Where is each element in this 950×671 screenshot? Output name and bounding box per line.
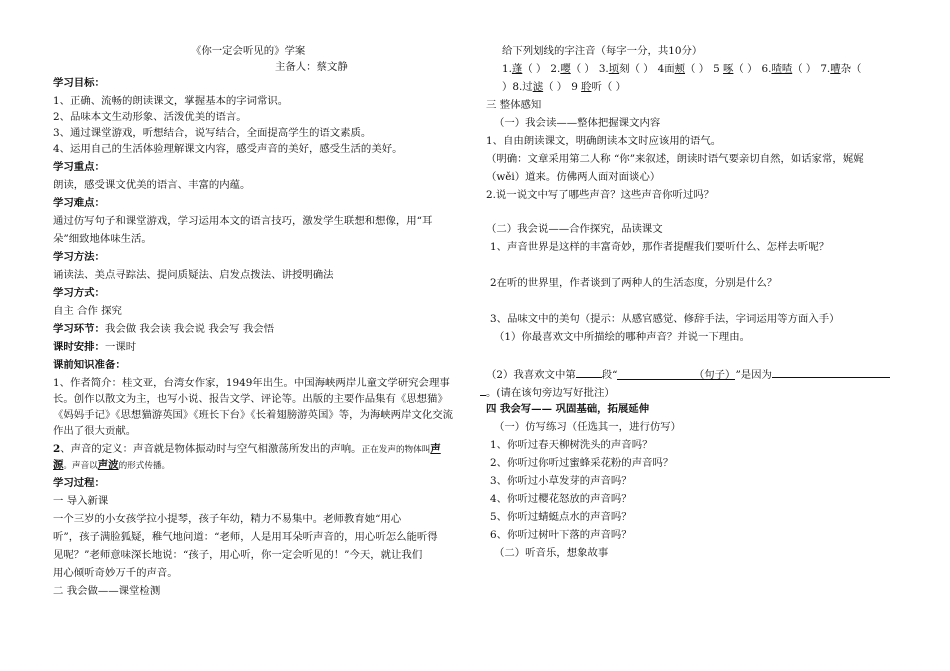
prep-text: 作出了很大贡献。: [53, 425, 137, 437]
mode-text: 自主 合作 探究: [53, 305, 122, 317]
write-item: 6、你听过树叶下落的声音吗？: [490, 529, 632, 541]
objective-item: 1、正确、流畅的朗读课文，掌握基本的字词常识。: [53, 95, 289, 107]
phonetic-item: [502, 81, 567, 93]
steps-line: [53, 322, 274, 336]
phonetic-item: [658, 63, 710, 75]
write-item: 5、你听过蜻蜓点水的声音吗？: [490, 511, 632, 523]
phonetic-item: [550, 63, 594, 75]
read-item: 2.说一说文中写了哪些声音？这些声音你听过吗？: [486, 189, 715, 201]
phonetic-item-number: 9: [571, 81, 582, 93]
focus-text: 朗读，感受课文优美的语言、丰富的内蕴。: [53, 179, 251, 191]
schedule-line: [53, 340, 136, 354]
say-question: 3、品味文中的美句（提示：从感官感觉、修辞手法，字词运用等方面入手）: [490, 313, 840, 325]
phonetic-item-number: 5: [713, 63, 724, 75]
phonetic-answer-blank[interactable]: 听（ ）: [591, 81, 626, 93]
mode-heading: 学习方式：: [53, 287, 105, 299]
phonetic-item: [571, 81, 626, 93]
phonetic-row-1: [502, 62, 865, 76]
section-four-heading: 四 我会写—— 巩固基础，拓展延伸: [486, 403, 650, 415]
reason-blank[interactable]: [772, 366, 890, 378]
phonetic-answer-blank[interactable]: （ ）: [570, 63, 595, 75]
read-item: 1、自由朗读课文，明确朗读本文时应该用的语气。: [486, 135, 722, 147]
phonetic-answer-blank[interactable]: （ ）: [733, 63, 758, 75]
phonetic-item-number: 6.: [761, 63, 772, 75]
annotation-hint: 。(请在该句旁边写好批注）: [480, 384, 615, 400]
say-heading: （二）我会说——合作探究，品读课文: [486, 223, 663, 235]
phonetic-row-2: [502, 80, 630, 94]
preparer: 主备人：蔡文静: [275, 61, 348, 73]
difficulty-heading: 学习难点：: [53, 197, 105, 209]
method-text: 诵读法、美点寻踪法、提问质疑法、启发点拨法、讲授明确法: [53, 269, 334, 281]
objectives-heading: 学习目标：: [53, 77, 105, 89]
phonetic-item: [762, 63, 817, 75]
story-text: 一个三岁的小女孩学拉小提琴，孩子年幼，精力不易集中。老师教育她“用心: [53, 513, 402, 525]
say-subquestion: （1）你最喜欢文中所描绘的哪种声音？并说一下理由。: [494, 331, 750, 343]
sound-definition: 源。声音以声波的形式传播。: [53, 459, 171, 471]
phonetic-item-number: ）8.过: [502, 81, 533, 93]
phonetic-answer-blank[interactable]: （ ）: [522, 63, 547, 75]
method-heading: 学习方法：: [53, 251, 105, 263]
schedule-heading: 课时安排：: [53, 341, 105, 353]
read-note: （明确：文章采用第二人称 “你”来叙述，朗读时语气要亲切自然，如话家常，娓娓: [486, 153, 864, 165]
story-text: 见呢？”老师意味深长地说：“孩子，用心听，你一定会听见的！”今天，就让我们: [53, 549, 423, 561]
story-text: 用心倾听奇妙万千的声音。: [53, 567, 178, 579]
phonetic-item-number: 7.: [820, 63, 831, 75]
steps-heading: 学习环节：: [53, 323, 105, 335]
steps-text: 我会做 我会读 我会说 我会写 我会悟: [104, 323, 275, 335]
phonetic-item-number: 3.: [598, 63, 609, 75]
story-text: 听”，孩子满脸狐疑，稚气地问道：“老师，人是用耳朵听声音的，用心听怎么能听得: [53, 531, 438, 543]
write-item: 2、你听过你听过蜜蜂采花粉的声音吗？: [490, 457, 674, 469]
underlined-character: 嘤: [560, 63, 571, 75]
prep-text: 长。创作以散文为主，也写小说、报告文学、评论等。出版的主要作品集有《思想猫》: [53, 393, 448, 405]
part-two-heading: 二 我会做——课堂检测: [53, 585, 161, 597]
phonetic-item: [502, 63, 546, 75]
phonetic-item-number: 4面: [657, 63, 675, 75]
phonetic-answer-blank[interactable]: 刻（ ）: [619, 63, 654, 75]
focus-heading: 学习重点：: [53, 161, 105, 173]
underlined-character: 颊: [674, 63, 686, 75]
objective-item: 2、品味本文生动形象、活泼优美的语言。: [53, 111, 247, 123]
say-question: 1、声音世界是这样的丰富奇妙，那作者提醒我们要听什么、怎样去听呢？: [490, 241, 830, 253]
say-question: 2在听的世界里，作者谈到了两种人的生活态度，分别是什么？: [490, 277, 778, 289]
doc-title: 《你一定会听见的》学案: [191, 45, 306, 57]
section-three-heading: 三 整体感知: [486, 99, 542, 111]
write-item: 1、你听过春天柳树洗头的声音吗？: [490, 439, 653, 451]
sentence-blank[interactable]: （句子）: [617, 368, 735, 380]
phonetic-item: [820, 63, 861, 75]
objective-item: 4、运用自己的生活体验理解课文内容，感受声音的美好，感受生活的美好。: [53, 143, 403, 155]
read-heading: （一）我会读——整体把握课文内容: [494, 117, 661, 129]
underlined-character: 聆: [581, 81, 592, 93]
part-one-heading: 一 导入新课: [53, 495, 109, 507]
write-item: 3、你听过小草发芽的声音吗？: [490, 475, 632, 487]
phonetic-item-number: 1.: [502, 63, 512, 75]
objective-item: 3、通过课堂游戏，听想结合，说写结合，全面提高学生的语文素质。: [53, 127, 372, 139]
underlined-character: 嘈: [830, 63, 841, 75]
write-heading: （一）仿写练习（任选其一，进行仿写）: [494, 421, 682, 433]
favorite-sentence-line: （2）我喜欢文中第 段“ （句子）”是因为: [486, 366, 890, 382]
underlined-character: 顷: [608, 63, 620, 75]
music-heading: （二）听音乐，想象故事: [494, 547, 609, 559]
underlined-character: 啄: [723, 63, 734, 75]
process-heading: 学习过程：: [53, 477, 105, 489]
prep-heading: 课前知识准备：: [53, 359, 126, 371]
phonetic-item-number: 2.: [550, 63, 561, 75]
phonetic-answer-blank[interactable]: （ ）: [792, 63, 817, 75]
phonetic-instruction: 给下列划线的字注音（每字一分，共10分）: [502, 45, 703, 57]
write-item: 4、你听过樱花怒放的声音吗？: [490, 493, 632, 505]
difficulty-text: 朵”细致地体味生活。: [53, 233, 152, 245]
sound-definition: 2、声音的定义：声音就是物体振动时与空气相激荡所发出的声响。正在发声的物体叫声: [53, 443, 441, 455]
phonetic-answer-blank[interactable]: 杂（: [840, 63, 862, 75]
read-note: （wěi）道来。仿佛两人面对面谈心）: [486, 171, 661, 183]
prep-text: 《妈妈手记》《思想猫游英国》《班长下台》《长着翅膀游英国》等，为海峡两岸文化交流: [53, 409, 454, 421]
underlined-character: 喳喳: [771, 63, 793, 75]
phonetic-item: [599, 63, 654, 75]
paragraph-blank[interactable]: [576, 366, 602, 378]
phonetic-item: [713, 63, 757, 75]
phonetic-answer-blank[interactable]: （ ）: [685, 63, 710, 75]
difficulty-text: 通过仿写句子和课堂游戏，学习运用本文的语言技巧，激发学生联想和想像，用“耳: [53, 215, 433, 227]
underlined-character: 滤: [532, 81, 544, 93]
underlined-character: 蓬: [511, 63, 523, 75]
prep-text: 1、作者简介：桂文亚，台湾女作家，1949年出生。中国海峡两岸儿童文学研究会理事: [53, 377, 450, 389]
phonetic-answer-blank[interactable]: （ ）: [543, 81, 568, 93]
schedule-text: 一课时: [104, 341, 137, 353]
